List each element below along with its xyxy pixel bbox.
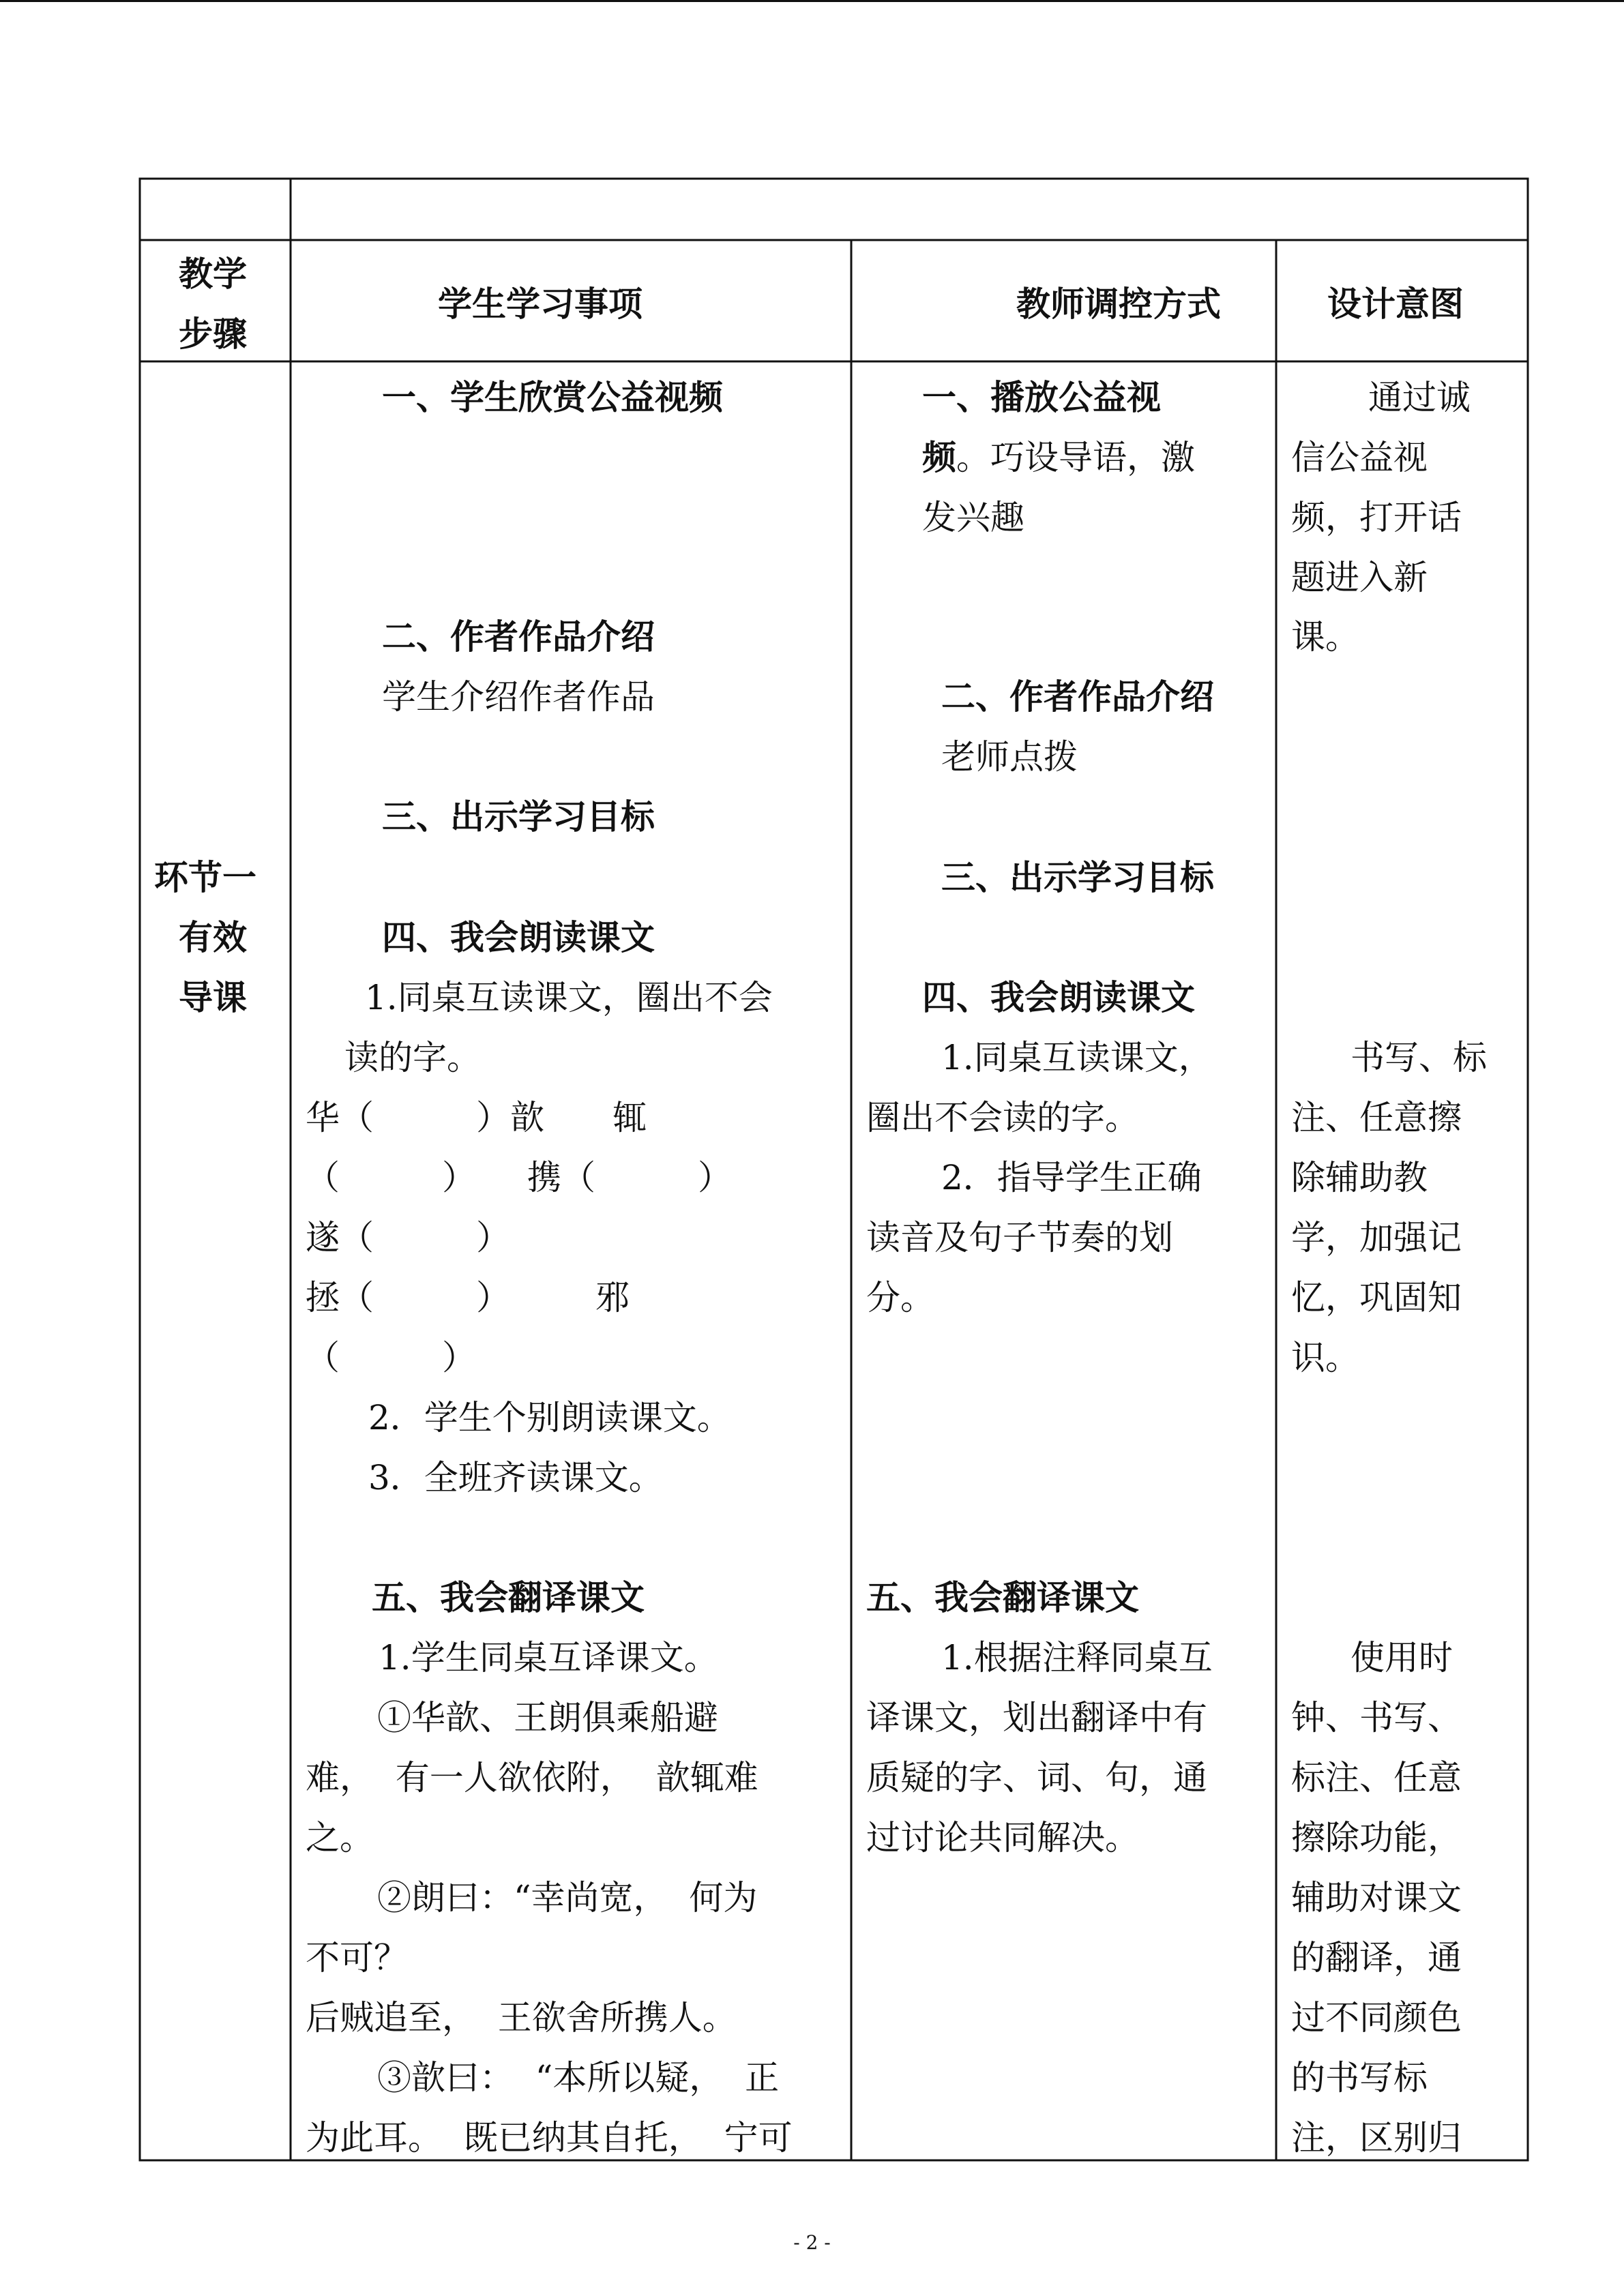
intent-1-line-4: 题进入新 <box>1291 558 1428 597</box>
student-s5-line-9: 为此耳。 既已纳其自托， 宁可 <box>306 2118 793 2158</box>
student-s4-line-3: 华（ ）歆 辄 <box>306 1098 647 1137</box>
intent-2-line-2: 注、任意擦 <box>1291 1098 1462 1137</box>
step-line-1: 环节一 <box>154 857 256 897</box>
student-section-3-title: 三、出示学习目标 <box>382 796 655 837</box>
teacher-s4-line-5: 分。 <box>866 1278 934 1317</box>
teacher-s5-line-1: 1.根据注释同桌互 <box>941 1638 1213 1678</box>
teacher-section-4-title: 四、我会朗读课文 <box>922 977 1195 1017</box>
student-s4-line-8: 2．学生个别朗读课文。 <box>368 1398 731 1437</box>
student-s4-line-5: 遂（ ） <box>306 1218 510 1257</box>
intent-1-line-5: 课。 <box>1291 617 1359 657</box>
header-student: 学生学习事项 <box>438 284 643 324</box>
teacher-section-1-title: 一、播放公益视 <box>922 377 1161 417</box>
intent-2-line-6: 识。 <box>1291 1338 1359 1377</box>
student-section-1-title: 一、学生欣赏公益视频 <box>382 377 723 417</box>
intent-2-line-4: 学，加强记 <box>1291 1218 1462 1257</box>
intent-3-line-2: 钟、书写、 <box>1291 1698 1462 1738</box>
student-s5-line-7: 后贼追至， 王欲舍所携人。 <box>306 1998 737 2038</box>
student-s5-line-3: 难， 有一人欲依附， 歆辄难 <box>306 1758 758 1798</box>
teacher-s5-line-4: 过讨论共同解决。 <box>866 1818 1139 1858</box>
intent-3-line-4: 擦除功能， <box>1291 1818 1462 1858</box>
page-number: - 2 - <box>793 2231 831 2254</box>
intent-3-line-5: 辅助对课文 <box>1291 1878 1462 1918</box>
intent-2-line-3: 除辅助教 <box>1291 1158 1428 1197</box>
student-s4-line-1: 1.同桌互读课文，圈出不会 <box>365 978 773 1017</box>
header-intent: 设计意图 <box>1327 284 1464 324</box>
student-section-2-text: 学生介绍作者作品 <box>382 677 655 717</box>
header-teacher: 教师调控方式 <box>1016 284 1221 324</box>
teacher-s5-line-2: 译课文，划出翻译中有 <box>866 1698 1207 1738</box>
teacher-s5-line-3: 质疑的字、词、句，通 <box>866 1758 1207 1798</box>
teacher-s4-line-4: 读音及句子节奏的划 <box>866 1218 1173 1257</box>
teacher-s4-line-1: 1.同桌互读课文， <box>941 1038 1213 1077</box>
student-s4-line-2: 读的字。 <box>344 1038 481 1077</box>
student-s4-line-7: （ ） <box>306 1338 476 1377</box>
teacher-section-1-text-2: 发兴趣 <box>922 498 1024 537</box>
student-section-4-title: 四、我会朗读课文 <box>382 917 655 957</box>
student-section-5-title: 五、我会翻译课文 <box>372 1577 645 1617</box>
student-section-2-title: 二、作者作品介绍 <box>382 616 655 657</box>
teacher-s4-line-3: 2．指导学生正确 <box>941 1158 1202 1197</box>
teacher-section-1-title-end: 频 <box>922 437 956 477</box>
teacher-section-2-text: 老师点拨 <box>941 737 1078 777</box>
student-s5-line-2: ①华歆、王朗俱乘船避 <box>377 1698 718 1738</box>
intent-2-line-5: 忆，巩固知 <box>1291 1278 1462 1317</box>
teacher-s4-line-2: 圈出不会读的字。 <box>866 1098 1139 1137</box>
intent-1-line-3: 频，打开话 <box>1291 498 1462 537</box>
student-s5-line-1: 1.学生同桌互译课文。 <box>379 1638 718 1678</box>
teacher-section-5-title: 五、我会翻译课文 <box>866 1577 1139 1617</box>
intent-3-line-1: 使用时 <box>1350 1638 1453 1678</box>
teacher-section-2-title: 二、作者作品介绍 <box>941 676 1214 717</box>
intent-1-line-1: 通过诚 <box>1368 378 1471 417</box>
intent-3-line-8: 的书写标 <box>1291 2058 1428 2098</box>
intent-1-line-2: 信公益视 <box>1291 438 1428 477</box>
intent-2-line-1: 书写、标 <box>1350 1038 1487 1077</box>
student-s5-line-6: 不可？ <box>306 1938 408 1978</box>
student-s4-line-9: 3．全班齐读课文。 <box>368 1458 663 1497</box>
teacher-section-3-title: 三、出示学习目标 <box>941 857 1214 897</box>
step-line-3: 导课 <box>179 977 247 1017</box>
teacher-section-1-line-2 <box>922 437 1195 478</box>
student-s5-line-4: 之。 <box>306 1818 374 1858</box>
student-s4-line-6: 拯（ ） 邪 <box>306 1278 630 1317</box>
header-step-line-1: 教学 <box>179 254 247 294</box>
intent-3-line-3: 标注、任意 <box>1291 1758 1462 1798</box>
student-s5-line-8: ③歆曰： “本所以疑， 正 <box>377 2058 780 2098</box>
student-s5-line-5: ②朗曰：“幸尚宽， 何为 <box>377 1878 758 1918</box>
intent-3-line-6: 的翻译，通 <box>1291 1938 1462 1978</box>
step-line-2: 有效 <box>179 917 247 957</box>
intent-3-line-9: 注，区别归 <box>1291 2118 1462 2158</box>
teacher-section-1-text: 。巧设导语，激 <box>956 438 1195 477</box>
header-step-line-2: 步骤 <box>179 314 247 354</box>
intent-3-line-7: 过不同颜色 <box>1291 1998 1462 2038</box>
student-s4-line-4: （ ） 携（ ） <box>306 1158 732 1197</box>
